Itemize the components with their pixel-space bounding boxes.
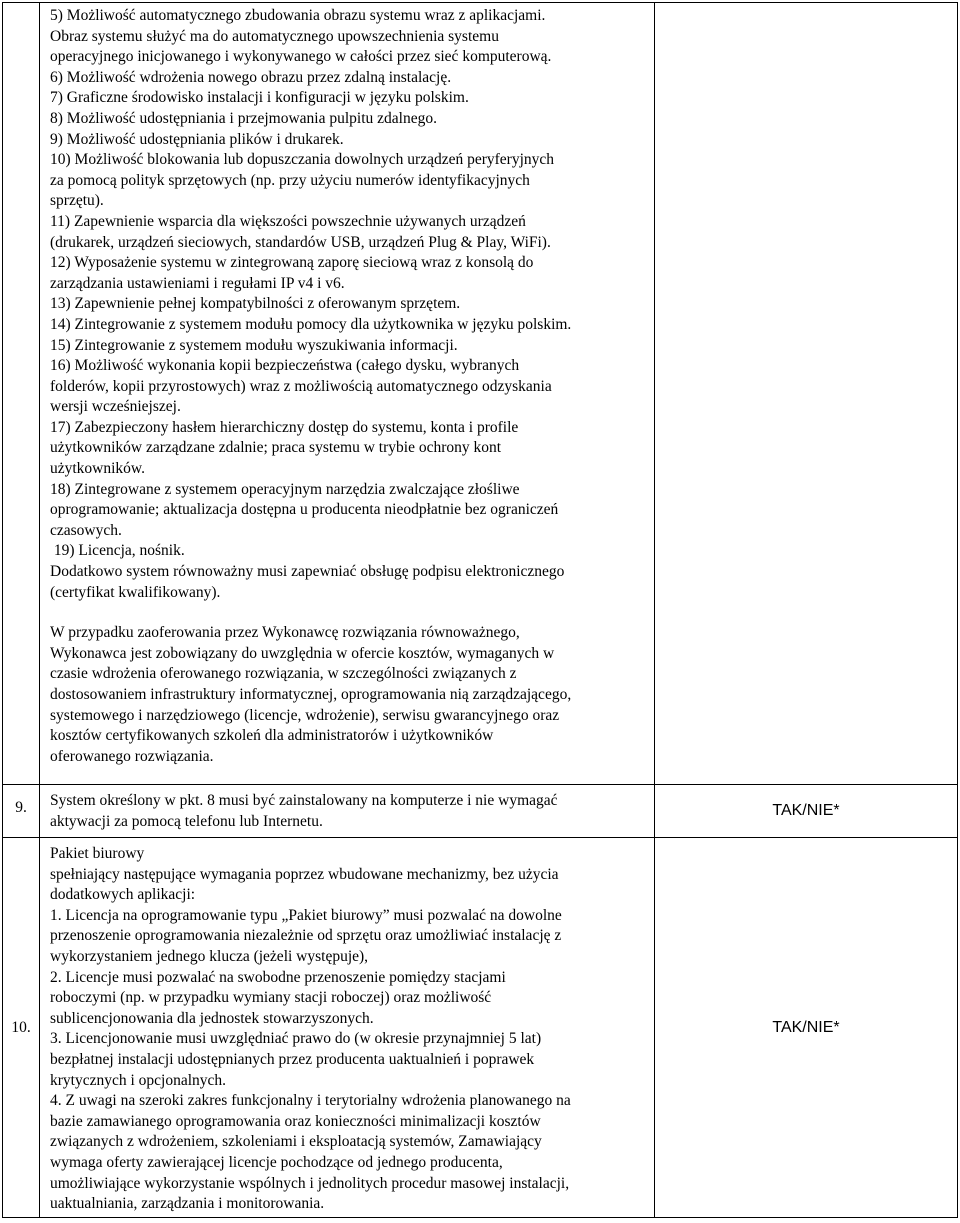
requirement-line: Obraz systemu służyć ma do automatycznego upowszechnienia systemu xyxy=(50,27,499,45)
requirement-line: 5) Możliwość automatycznego zbudowania obrazu systemu wraz z aplikacjami. xyxy=(50,7,546,24)
equivalence-line: systemowego i narzędziowego (licencje, wdrożenie), serwisu gwarancyjnego oraz xyxy=(50,706,560,724)
compliance-cell xyxy=(655,3,958,785)
requirement-line: 10) Możliwość blokowania lub dopuszczania dowolnych urządzeń peryferyjnych xyxy=(50,151,555,169)
requirement-line: związanych z wdrożeniem, szkoleniami i eksploatacją systemów, Zamawiający xyxy=(50,1133,542,1151)
requirement-line: użytkowników zarządzane zdalnie; praca systemu w trybie ochrony kont xyxy=(50,439,502,457)
requirements-table xyxy=(2,2,958,1218)
requirement-description-cell xyxy=(40,838,655,1218)
requirement-line: sprzętu). xyxy=(50,192,104,210)
requirement-description-cell xyxy=(40,785,655,838)
compliance-value: TAK/NIE* xyxy=(655,838,958,1218)
equivalence-line: oferowanego rozwiązania. xyxy=(50,747,214,765)
requirement-description-cell xyxy=(40,3,655,785)
requirement-line: 16) Możliwość wykonania kopii bezpieczeństwa (całego dysku, wybranych xyxy=(50,357,520,375)
continuation-list xyxy=(50,6,650,603)
equivalence-line: kosztów certyfikowanych szkoleń dla administratorów i użytkowników xyxy=(50,727,494,745)
paragraph-gap xyxy=(50,603,650,623)
requirement-line: zarządzania ustawieniami i regułami IP v4 i v6. xyxy=(50,274,345,292)
requirement-line: za pomocą polityk sprzętowych (np. przy użyciu numerów identyfikacyjnych xyxy=(50,171,530,189)
requirement-line: sublicencjonowania dla jednostek stowarzyszonych. xyxy=(50,1009,374,1027)
equivalence-line: czasie wdrożenia oferowanego rozwiązania, w szczególności związanych z xyxy=(50,665,517,683)
requirement-line: 11) Zapewnienie wsparcia dla większości powszechnie używanych urządzeń xyxy=(50,212,526,230)
requirement-line: 15) Zintegrowanie z systemem modułu wyszukiwania informacji. xyxy=(50,336,458,354)
row-number-cell xyxy=(3,3,40,785)
equivalence-paragraph xyxy=(50,623,650,767)
table-row-continuation xyxy=(3,3,958,785)
requirement-line: 2. Licencje musi pozwalać na swobodne przenoszenie pomiędzy stacjami xyxy=(50,968,506,986)
requirement-line: umożliwiające wykorzystanie wspólnych i jednolitych procedur masowej instalacji, xyxy=(50,1174,570,1192)
requirement-line: 9) Możliwość udostępniania plików i drukarek. xyxy=(50,130,344,148)
compliance-value: TAK/NIE* xyxy=(655,785,958,838)
requirement-line: 3. Licencjonowanie musi uwzględniać prawo do (w okresie przynajmniej 5 lat) xyxy=(50,1030,542,1048)
requirement-line: oprogramowanie; aktualizacja dostępna u producenta nieodpłatnie bez ograniczeń xyxy=(50,501,559,519)
requirement-line: uaktualniania, zarządzania i monitorowania. xyxy=(50,1195,325,1213)
requirement-line: 7) Graficzne środowisko instalacji i konfiguracji w języku polskim. xyxy=(50,89,469,107)
requirement-line: użytkowników. xyxy=(50,460,145,478)
requirement-line: spełniający następujące wymagania poprzez wbudowane mechanizmy, bez użycia xyxy=(50,865,559,883)
requirement-line: wersji wcześniejszej. xyxy=(50,398,181,416)
requirement-line: dodatkowych aplikacji: xyxy=(50,886,196,904)
requirement-line: 18) Zintegrowane z systemem operacyjnym narzędzia zwalczające złośliwe xyxy=(50,480,520,498)
requirement-line: przenoszenie oprogramowania niezależnie od sprzętu oraz umożliwiać instalację z xyxy=(50,927,562,945)
requirement-line: operacyjnego inicjowanego i wykonywanego w całości przez sieć komputerową. xyxy=(50,48,552,66)
equivalence-line: W przypadku zaoferowania przez Wykonawcę rozwiązania równoważnego, xyxy=(50,624,520,642)
requirement-line: folderów, kopii przyrostowych) wraz z możliwością automatycznego odzyskania xyxy=(50,377,552,395)
requirement-line: Pakiet biurowy xyxy=(50,845,145,862)
row-number: 9. xyxy=(3,785,40,838)
requirement-line: System określony w pkt. 8 musi być zainstalowany na komputerze i nie wymagać xyxy=(50,792,558,809)
requirement-line: 12) Wyposażenie systemu w zintegrowaną zaporę sieciową wraz z konsolą do xyxy=(50,254,534,272)
requirement-line: 19) Licencja, nośnik. xyxy=(50,542,185,560)
requirement-line: (drukarek, urządzeń sieciowych, standardów USB, urządzeń Plug & Play, WiFi). xyxy=(50,233,551,251)
requirement-line: 17) Zabezpieczony hasłem hierarchiczny dostęp do systemu, konta i profile xyxy=(50,418,519,436)
requirement-line: krytycznych i opcjonalnych. xyxy=(50,1071,227,1089)
requirement-line: 14) Zintegrowanie z systemem modułu pomocy dla użytkownika w języku polskim. xyxy=(50,315,572,333)
requirement-line: (certyfikat kwalifikowany). xyxy=(50,583,221,601)
requirement-line: 6) Możliwość wdrożenia nowego obrazu przez zdalną instalację. xyxy=(50,68,452,86)
requirement-line: czasowych. xyxy=(50,521,122,539)
equivalence-line: Wykonawca jest zobowiązany do uwzględnia w ofercie kosztów, wymaganych w xyxy=(50,644,555,662)
requirement-line: bezpłatnej instalacji udostępnianych przez producenta uaktualnień i poprawek xyxy=(50,1050,535,1068)
row-number: 10. xyxy=(3,838,40,1218)
requirement-line: roboczymi (np. w przypadku wymiany stacji roboczej) oraz możliwość xyxy=(50,989,492,1007)
requirement-line: wykorzystaniem jednego klucza (jeżeli występuje), xyxy=(50,947,369,965)
equivalence-line: dostosowaniem infrastruktury informatycznej, oprogramowania nią zarządzającego, xyxy=(50,686,572,703)
requirement-line: wymaga oferty zawierającej licencje pochodzące od jednego producenta, xyxy=(50,1153,503,1171)
table-row-10 xyxy=(3,838,958,1218)
requirement-line: Dodatkowo system równoważny musi zapewniać obsługę podpisu elektronicznego xyxy=(50,563,565,581)
requirement-line: 8) Możliwość udostępniania i przejmowania pulpitu zdalnego. xyxy=(50,109,437,127)
requirement-line: 4. Z uwagi na szeroki zakres funkcjonalny i terytorialny wdrożenia planowanego na xyxy=(50,1092,571,1110)
requirement-line: 1. Licencja na oprogramowanie typu „Pakiet biurowy” musi pozwalać na dowolne xyxy=(50,906,562,924)
requirement-line: bazie zamawianego oprogramowania oraz konieczności minimalizacji kosztów xyxy=(50,1112,541,1130)
requirement-line: 13) Zapewnienie pełnej kompatybilności z oferowanym sprzętem. xyxy=(50,295,461,313)
table-row-9 xyxy=(3,785,958,838)
requirement-line: aktywacji za pomocą telefonu lub Internetu. xyxy=(50,812,323,830)
